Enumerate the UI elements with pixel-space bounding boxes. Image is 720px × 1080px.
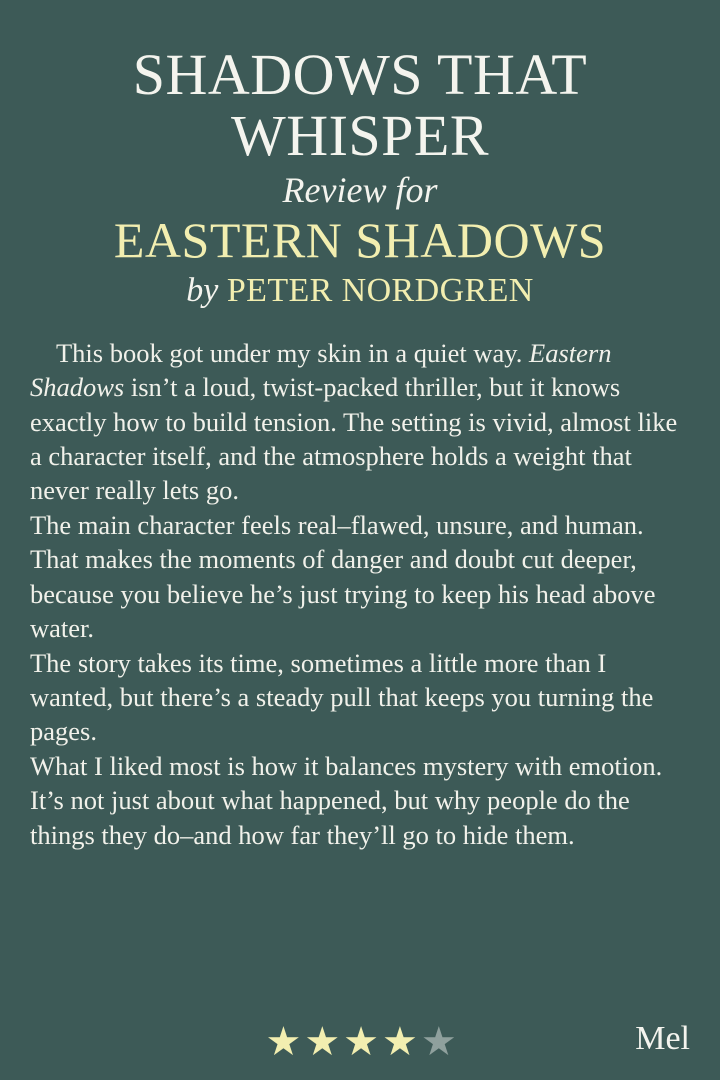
author-name: PETER NORDGREN — [226, 271, 534, 309]
book-title-inline: Eastern Shadows — [30, 337, 612, 403]
byline — [30, 271, 690, 310]
rating-stars — [30, 1019, 635, 1064]
review-for-label: Review for — [282, 169, 438, 210]
review-paragraph-3: The story takes its time, sometimes a little more than I wanted, but there’s a steady pull that keeps you turning the pages. — [30, 647, 654, 747]
review-paragraph-1-part-a: This book got under my skin in a quiet way. — [56, 337, 530, 368]
by-label: by — [186, 271, 219, 309]
masthead — [30, 44, 690, 310]
reviewer-signature: Mel — [635, 1020, 690, 1057]
review-paragraph-1 — [30, 336, 690, 508]
review-paragraph-1-part-b: isn’t a loud, twist-packed thriller, but it knows exactly how to build tension. The setting is vivid, almost like a character itself, and the atmosphere holds a weight that never really lets go. — [30, 372, 678, 506]
book-title: EASTERN SHADOWS — [113, 211, 607, 268]
review-paragraph-4: What I liked most is how it balances mystery with emotion. It’s not just about what happened, but why people do the things they do–and how far they’ll go to hide them. — [30, 750, 663, 850]
star-empty-icon: ★ — [420, 1019, 460, 1064]
card-footer — [30, 1020, 690, 1062]
review-paragraph-2: The main character feels real–flawed, unsure, and human. That makes the moments of danger and doubt cut deeper, because you believe he’s just trying to keep his head above water. — [30, 509, 656, 644]
page-title: SHADOWS THAT WHISPER — [132, 42, 588, 169]
review-body — [30, 336, 690, 1014]
stars-filled: ★★★★ — [265, 1019, 421, 1064]
